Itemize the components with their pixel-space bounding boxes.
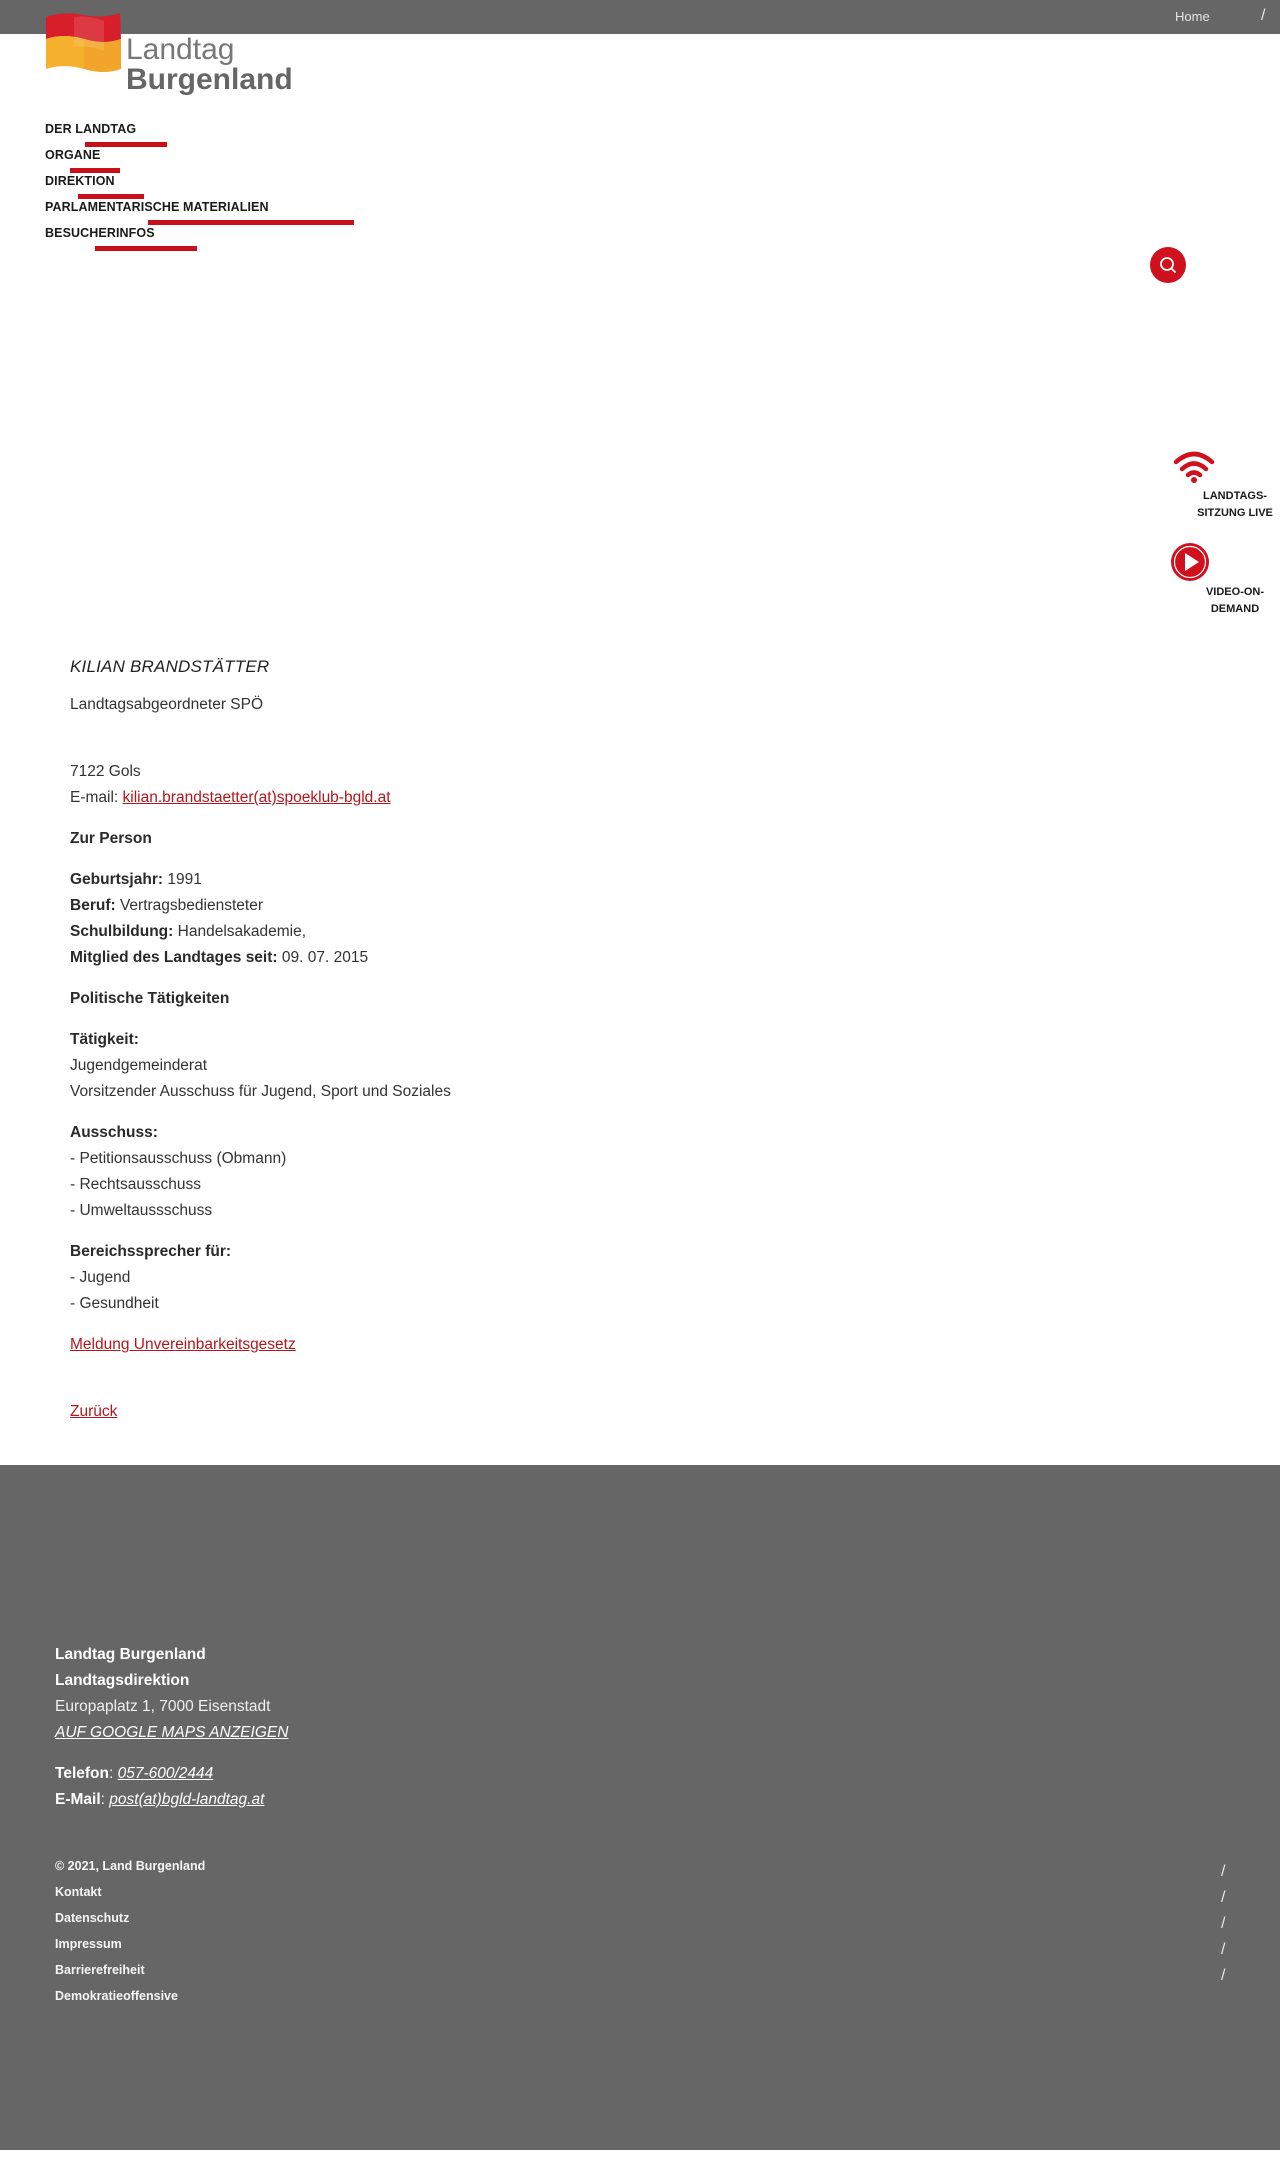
person-email-row — [70, 785, 970, 811]
committee-item: - Petitionsausschuss (Obmann) — [70, 1150, 287, 1167]
job-label: Beruf: — [70, 897, 116, 914]
footer-separator: / — [1221, 1863, 1226, 1880]
member-since-row — [70, 945, 970, 971]
school-value: Handelsakademie, — [177, 923, 307, 940]
member-since-label: Mitglied des Landtages seit: — [70, 949, 278, 966]
footer-separator: / — [1221, 1941, 1226, 1958]
nav-underline — [78, 194, 144, 199]
google-maps-link[interactable]: AUF GOOGLE MAPS ANZEIGEN — [55, 1724, 289, 1741]
play-icon — [1170, 542, 1210, 582]
email-label: E-mail: — [70, 789, 119, 806]
job-value: Vertragsbediensteter — [119, 897, 263, 914]
back-link[interactable]: Zurück — [70, 1403, 118, 1420]
footer-street: Europaplatz 1, 7000 Eisenstadt — [55, 1698, 271, 1715]
video-on-demand-widget[interactable] — [1170, 542, 1280, 618]
footer-link-barrierefreiheit[interactable]: Barrierefreiheit — [55, 1963, 145, 1977]
birth-year-value: 1991 — [167, 871, 202, 888]
footer-link-datenschutz[interactable]: Datenschutz — [55, 1911, 130, 1925]
search-icon — [1150, 247, 1186, 283]
activity-item: Vorsitzender Ausschuss für Jugend, Sport und Soziales — [70, 1083, 451, 1100]
section-heading-person: Zur Person — [70, 830, 152, 847]
footer-copyright: © 2021, Land Burgenland — [55, 1859, 206, 1873]
footer-phone-label: Telefon — [55, 1765, 109, 1782]
spokesperson-item: - Jugend — [70, 1269, 131, 1286]
footer-address: Landtag Burgenland Landtagsdirektion Europaplatz 1, 7000 Eisenstadt AUF GOOGLE MAPS ANZEIGEN Telefon: 057-600/2444 E-Mail: post(at)bgld-landtag.at — [55, 1646, 289, 1808]
person-profile — [70, 654, 970, 1425]
logo-text-landtag: Landtag — [126, 33, 235, 66]
birth-year-row — [70, 867, 970, 893]
footer-dept: Landtagsdirektion — [55, 1672, 190, 1689]
live-label-line1: LANDTAGS- — [1203, 490, 1267, 502]
school-label: Schulbildung: — [70, 923, 174, 940]
live-label-line2: SITZUNG LIVE — [1197, 507, 1273, 519]
birth-year-label: Geburtsjahr: — [70, 871, 164, 888]
wifi-icon — [1172, 450, 1216, 484]
footer-separators — [1221, 1859, 1225, 1989]
committee-item: - Umweltaussschuss — [70, 1202, 213, 1219]
vod-label-line2: DEMAND — [1210, 603, 1260, 615]
logo-text-burgenland: Burgenland — [126, 63, 293, 96]
committee-item: - Rechtsausschuss — [70, 1176, 201, 1193]
person-name: KILIAN BRANDSTÄTTER — [70, 657, 270, 676]
footer-mail-link[interactable]: post(at)bgld-landtag.at — [109, 1791, 265, 1808]
vod-label-line1: VIDEO-ON- — [1205, 586, 1265, 598]
home-link[interactable]: Home — [1175, 9, 1210, 24]
committee-label: Ausschuss: — [70, 1124, 158, 1141]
nav-underline — [70, 168, 120, 173]
nav-underline — [85, 142, 167, 147]
footer-link-demokratieoffensive[interactable]: Demokratieoffensive — [55, 1989, 178, 2003]
live-session-widget[interactable] — [1160, 450, 1280, 522]
footer-separator: / — [1221, 1889, 1226, 1906]
nav-underline — [95, 246, 197, 251]
footer-separator: / — [1221, 1915, 1226, 1932]
footer-separator: / — [1221, 1967, 1226, 1984]
school-row — [70, 919, 970, 945]
footer-mail-label: E-Mail — [55, 1791, 101, 1808]
logo[interactable] — [44, 11, 293, 101]
email-link[interactable]: kilian.brandstaetter(at)spoeklub-bgld.at — [122, 789, 391, 806]
job-row — [70, 893, 970, 919]
incompatibility-link[interactable]: Meldung Unvereinbarkeitsgesetz — [70, 1336, 296, 1353]
nav-underline — [148, 220, 354, 225]
spokesperson-item: - Gesundheit — [70, 1295, 159, 1312]
section-heading-politics: Politische Tätigkeiten — [70, 990, 230, 1007]
search-button[interactable] — [1150, 247, 1186, 283]
footer-links — [55, 1853, 205, 2009]
footer — [0, 1465, 1280, 2150]
activity-label: Tätigkeit: — [70, 1031, 139, 1048]
top-bar-separator: / — [1261, 7, 1266, 24]
footer-org: Landtag Burgenland — [55, 1646, 206, 1663]
spokesperson-label: Bereichssprecher für: — [70, 1243, 232, 1260]
footer-link-kontakt[interactable]: Kontakt — [55, 1885, 102, 1899]
footer-link-impressum[interactable]: Impressum — [55, 1937, 122, 1951]
person-role: Landtagsabgeordneter SPÖ — [70, 696, 264, 713]
activity-item: Jugendgemeinderat — [70, 1057, 208, 1074]
member-since-value: 09. 07. 2015 — [281, 949, 369, 966]
footer-phone-link[interactable]: 057-600/2444 — [117, 1765, 214, 1782]
flag-icon — [44, 11, 122, 91]
person-address: 7122 Gols — [70, 763, 141, 780]
